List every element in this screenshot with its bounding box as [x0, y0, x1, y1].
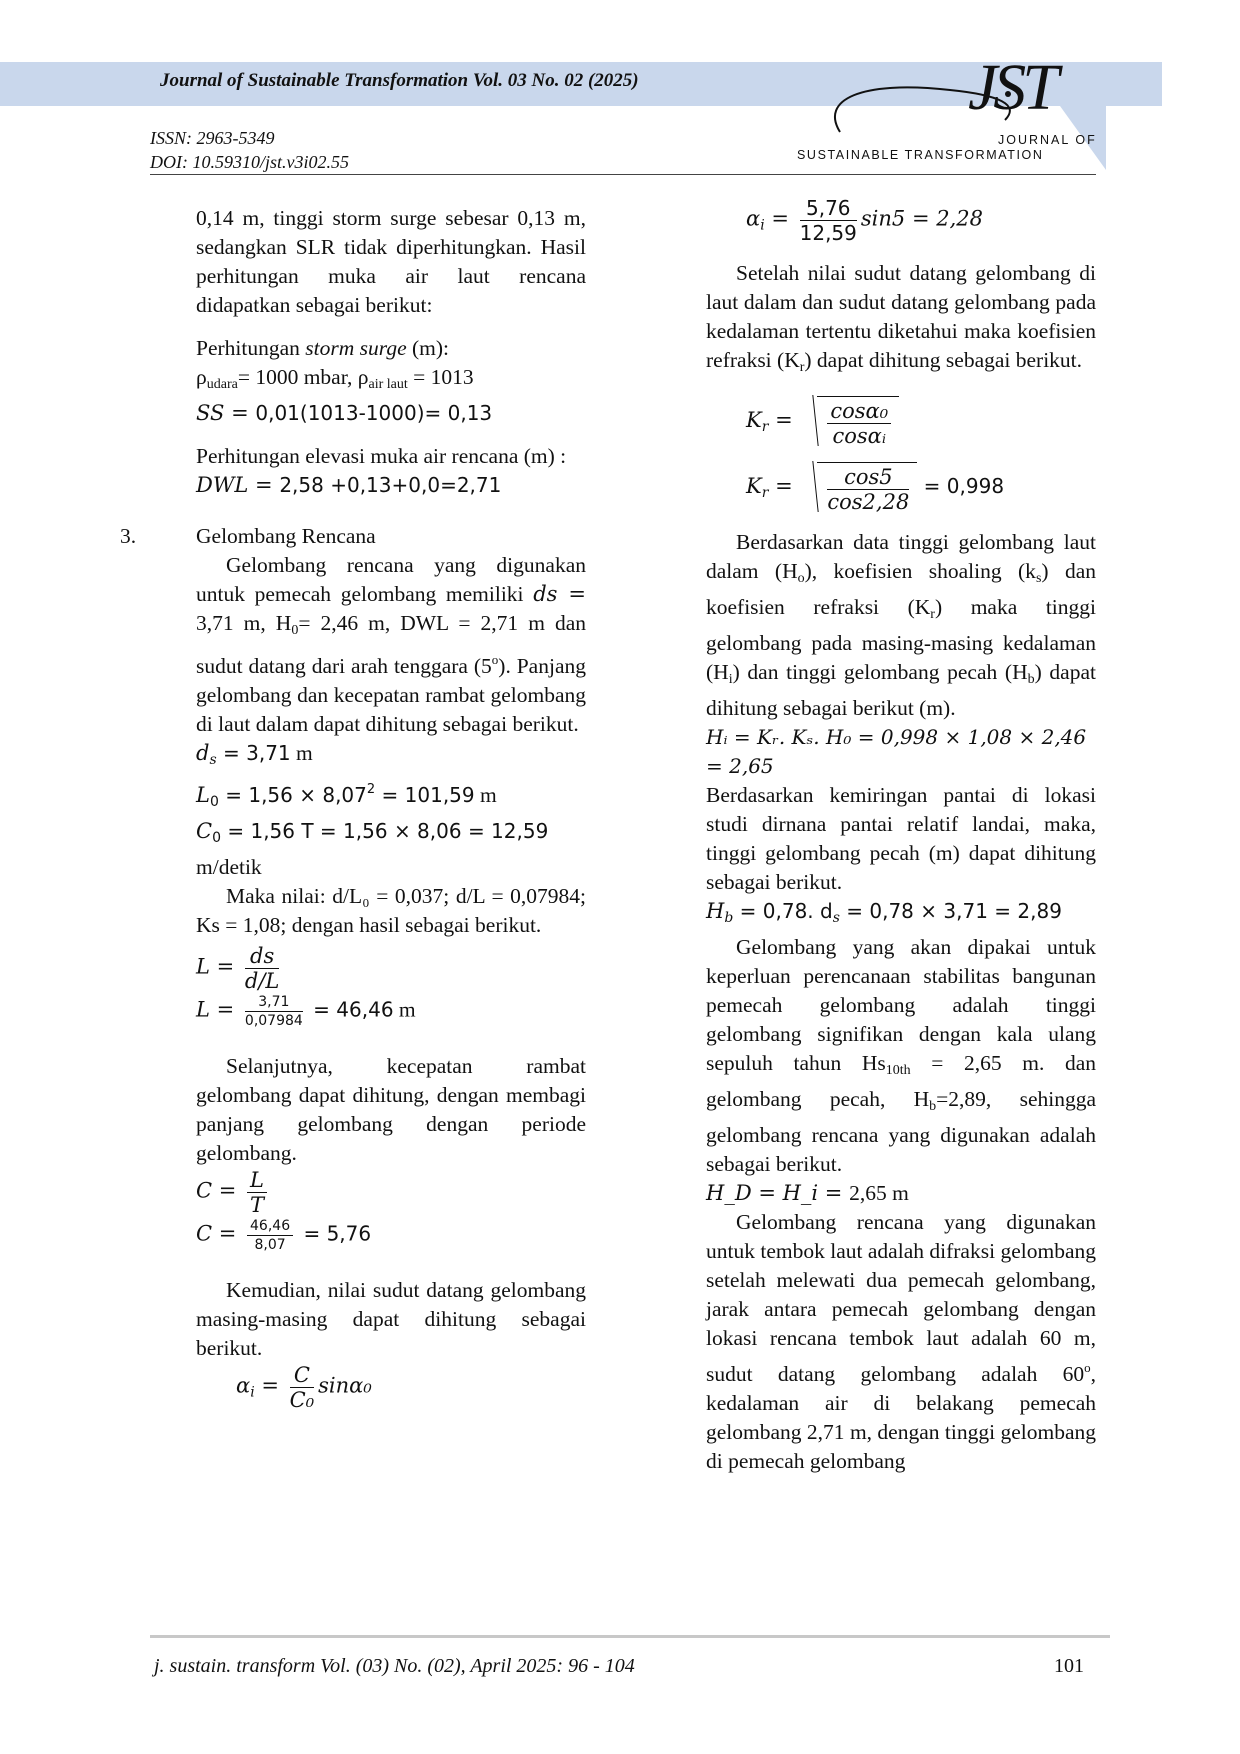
header-rule [150, 174, 1096, 175]
logo-subtitle-2: SUSTAINABLE TRANSFORMATION [797, 148, 1044, 162]
paragraph: Kemudian, nilai sudut datang gelombang masing-masing dapat dihitung sebagai berikut. [196, 1278, 586, 1360]
issn: ISSN: 2963-5349 [150, 128, 275, 148]
paragraph: Gelombang rencana yang digunakan untuk pemecah gelombang memiliki ds = 3,71 m, $H_0= 2,46$ m, DWL = 2,71 m dan sudut datang dari arah tenggara (5$^o$). Panjang gelombang dan kecepatan rambat gelombang di laut dalam dapat dihitung sebagai berikut. [196, 553, 587, 736]
rho-line: $\rho_{udara}= 1000$ mbar, $\rho_{air laut} = 1013$ [196, 365, 474, 392]
storm-surge-title: Perhitungan storm surge (m): [196, 336, 450, 360]
paragraph: Maka nilai: d/L₀ = 0,037; d/L = 0,07984; Ks = 1,08; dengan hasil sebagai berikut. [196, 884, 586, 937]
equation-dwl: DWL = 2,58 +0,13+0,0=2,71 [196, 473, 502, 497]
equation-C: C = $\frac{L}{T}$ [196, 1168, 586, 1217]
equation-kr: $K_r$ = $\frac{\text{cosα₀}}{\text{cosαᵢ}}$ [746, 396, 1096, 448]
equation-alpha-value: $\alpha_i$ = $\frac{5,76}{12,59}$ sin5 = 2,28 [746, 196, 983, 245]
page-number: 101 [1054, 1655, 1084, 1677]
paragraph: 0,14 m, tinggi storm surge sebesar 0,13 m, sedangkan SLR tidak diperhitungkan. Hasil perhitungan muka air laut rencana didapatkan sebagai berikut: [196, 206, 586, 317]
equation-L-value: L = $\frac{3,71}{0,07984}$ = 46,46 m [196, 994, 416, 1029]
equation-hd: H_D = H_i = 2,65 m [706, 1181, 909, 1205]
equation-hi: Hᵢ = Kᵣ. Kₛ. H₀ = 0,998 × 1,08 × 2,46 = 2,65 [706, 725, 1087, 778]
equation-L0: $L_0 = 1,56 \times 8,07^2 = 101,59$ m [196, 782, 497, 810]
journal-logo: JST [968, 51, 1055, 124]
equation-C0-unit: m/detik [196, 855, 262, 879]
logo-subtitle-1: JOURNAL OF [998, 133, 1097, 147]
equation-C-value: C = $\frac{46,46}{8,07}$ = 5,76 [196, 1218, 372, 1253]
equation-ss: SS = 0,01(1013-1000)= 0,13 [196, 401, 493, 425]
equation-ds: $d_s = 3,71$ m [196, 741, 313, 768]
section-number: 3. [120, 524, 137, 548]
equation-alpha: $\alpha_i$ = $\frac{C}{\text{C₀}}$ sinα₀ [236, 1363, 372, 1412]
equation-L: L = $\frac{ds}{d/L}$ [196, 944, 280, 993]
equation-kr-value: $K_r$ = $\frac{\cos 5}{\cos 2,28}$ = 0,998 [746, 462, 1096, 514]
dwl-title: Perhitungan elevasi muka air rencana (m) : [196, 444, 567, 468]
right-column [706, 196, 1096, 1476]
doi: DOI: 10.59310/jst.v3i02.55 [150, 152, 349, 172]
section-heading [120, 522, 586, 551]
journal-title: Journal of Sustainable Transformation Vol. 03 No. 02 (2025) [160, 70, 639, 91]
footer-rule [150, 1635, 1110, 1638]
equation-hb: $H_b = 0,78$. $d_s = 0,78 \times 3,71 = 2,89$ [706, 899, 1062, 926]
paragraph: Berdasarkan data tinggi gelombang laut dalam $(H_o)$, koefisien shoaling $(k_s)$ dan koefisien refraksi $(K_r)$ maka tinggi gelombang pada masing-masing kedalaman $(H_i)$ dan tinggi gelombang pecah $(H_b)$ dapat dihitung sebagai berikut (m). [706, 530, 1096, 720]
paragraph: Selanjutnya, kecepatan rambat gelombang dapat dihitung, dengan membagi panjang gelombang dengan periode gelombang. [196, 1054, 586, 1165]
section-title: Gelombang Rencana [196, 524, 376, 548]
paragraph: Setelah nilai sudut datang gelombang di laut dalam dan sudut datang gelombang pada kedalaman tertentu diketahui maka koefisien refraksi $(K_r)$ dapat dihitung sebagai berikut. [706, 261, 1096, 375]
paragraph: Gelombang yang akan dipakai untuk keperluan perencanaan stabilitas bangunan pemecah gelombang adalah tinggi gelombang signifikan dengan kala ulang sepuluh tahun $Hs_{10th} = 2,65$ m. dan gelombang pecah, $H_b=2,89$, sehingga gelombang rencana yang digunakan adalah sebagai berikut. [706, 935, 1096, 1176]
footer-citation: j. sustain. transform Vol. (03) No. (02), April 2025: 96 - 104 [154, 1655, 635, 1677]
paragraph: Gelombang rencana yang digunakan untuk tembok laut adalah difraksi gelombang setelah melewati dua pemecah gelombang, jarak antara pemecah gelombang dengan lokasi rencana tembok laut adalah 60 m, sudut datang gelombang adalah 60$^o$, kedalaman air di belakang pemecah gelombang 2,71 m, dengan tinggi gelombang di pemecah gelombang [706, 1210, 1096, 1473]
paragraph: Berdasarkan kemiringan pantai di lokasi studi dirnana pantai relatif landai, maka, tinggi gelombang pecah (m) dapat dihitung sebagai berikut. [706, 783, 1096, 894]
left-column [120, 204, 587, 1412]
equation-C0: $C_0 = 1,56$ T = 1,56 × 8,06 = 12,59 [196, 819, 549, 846]
